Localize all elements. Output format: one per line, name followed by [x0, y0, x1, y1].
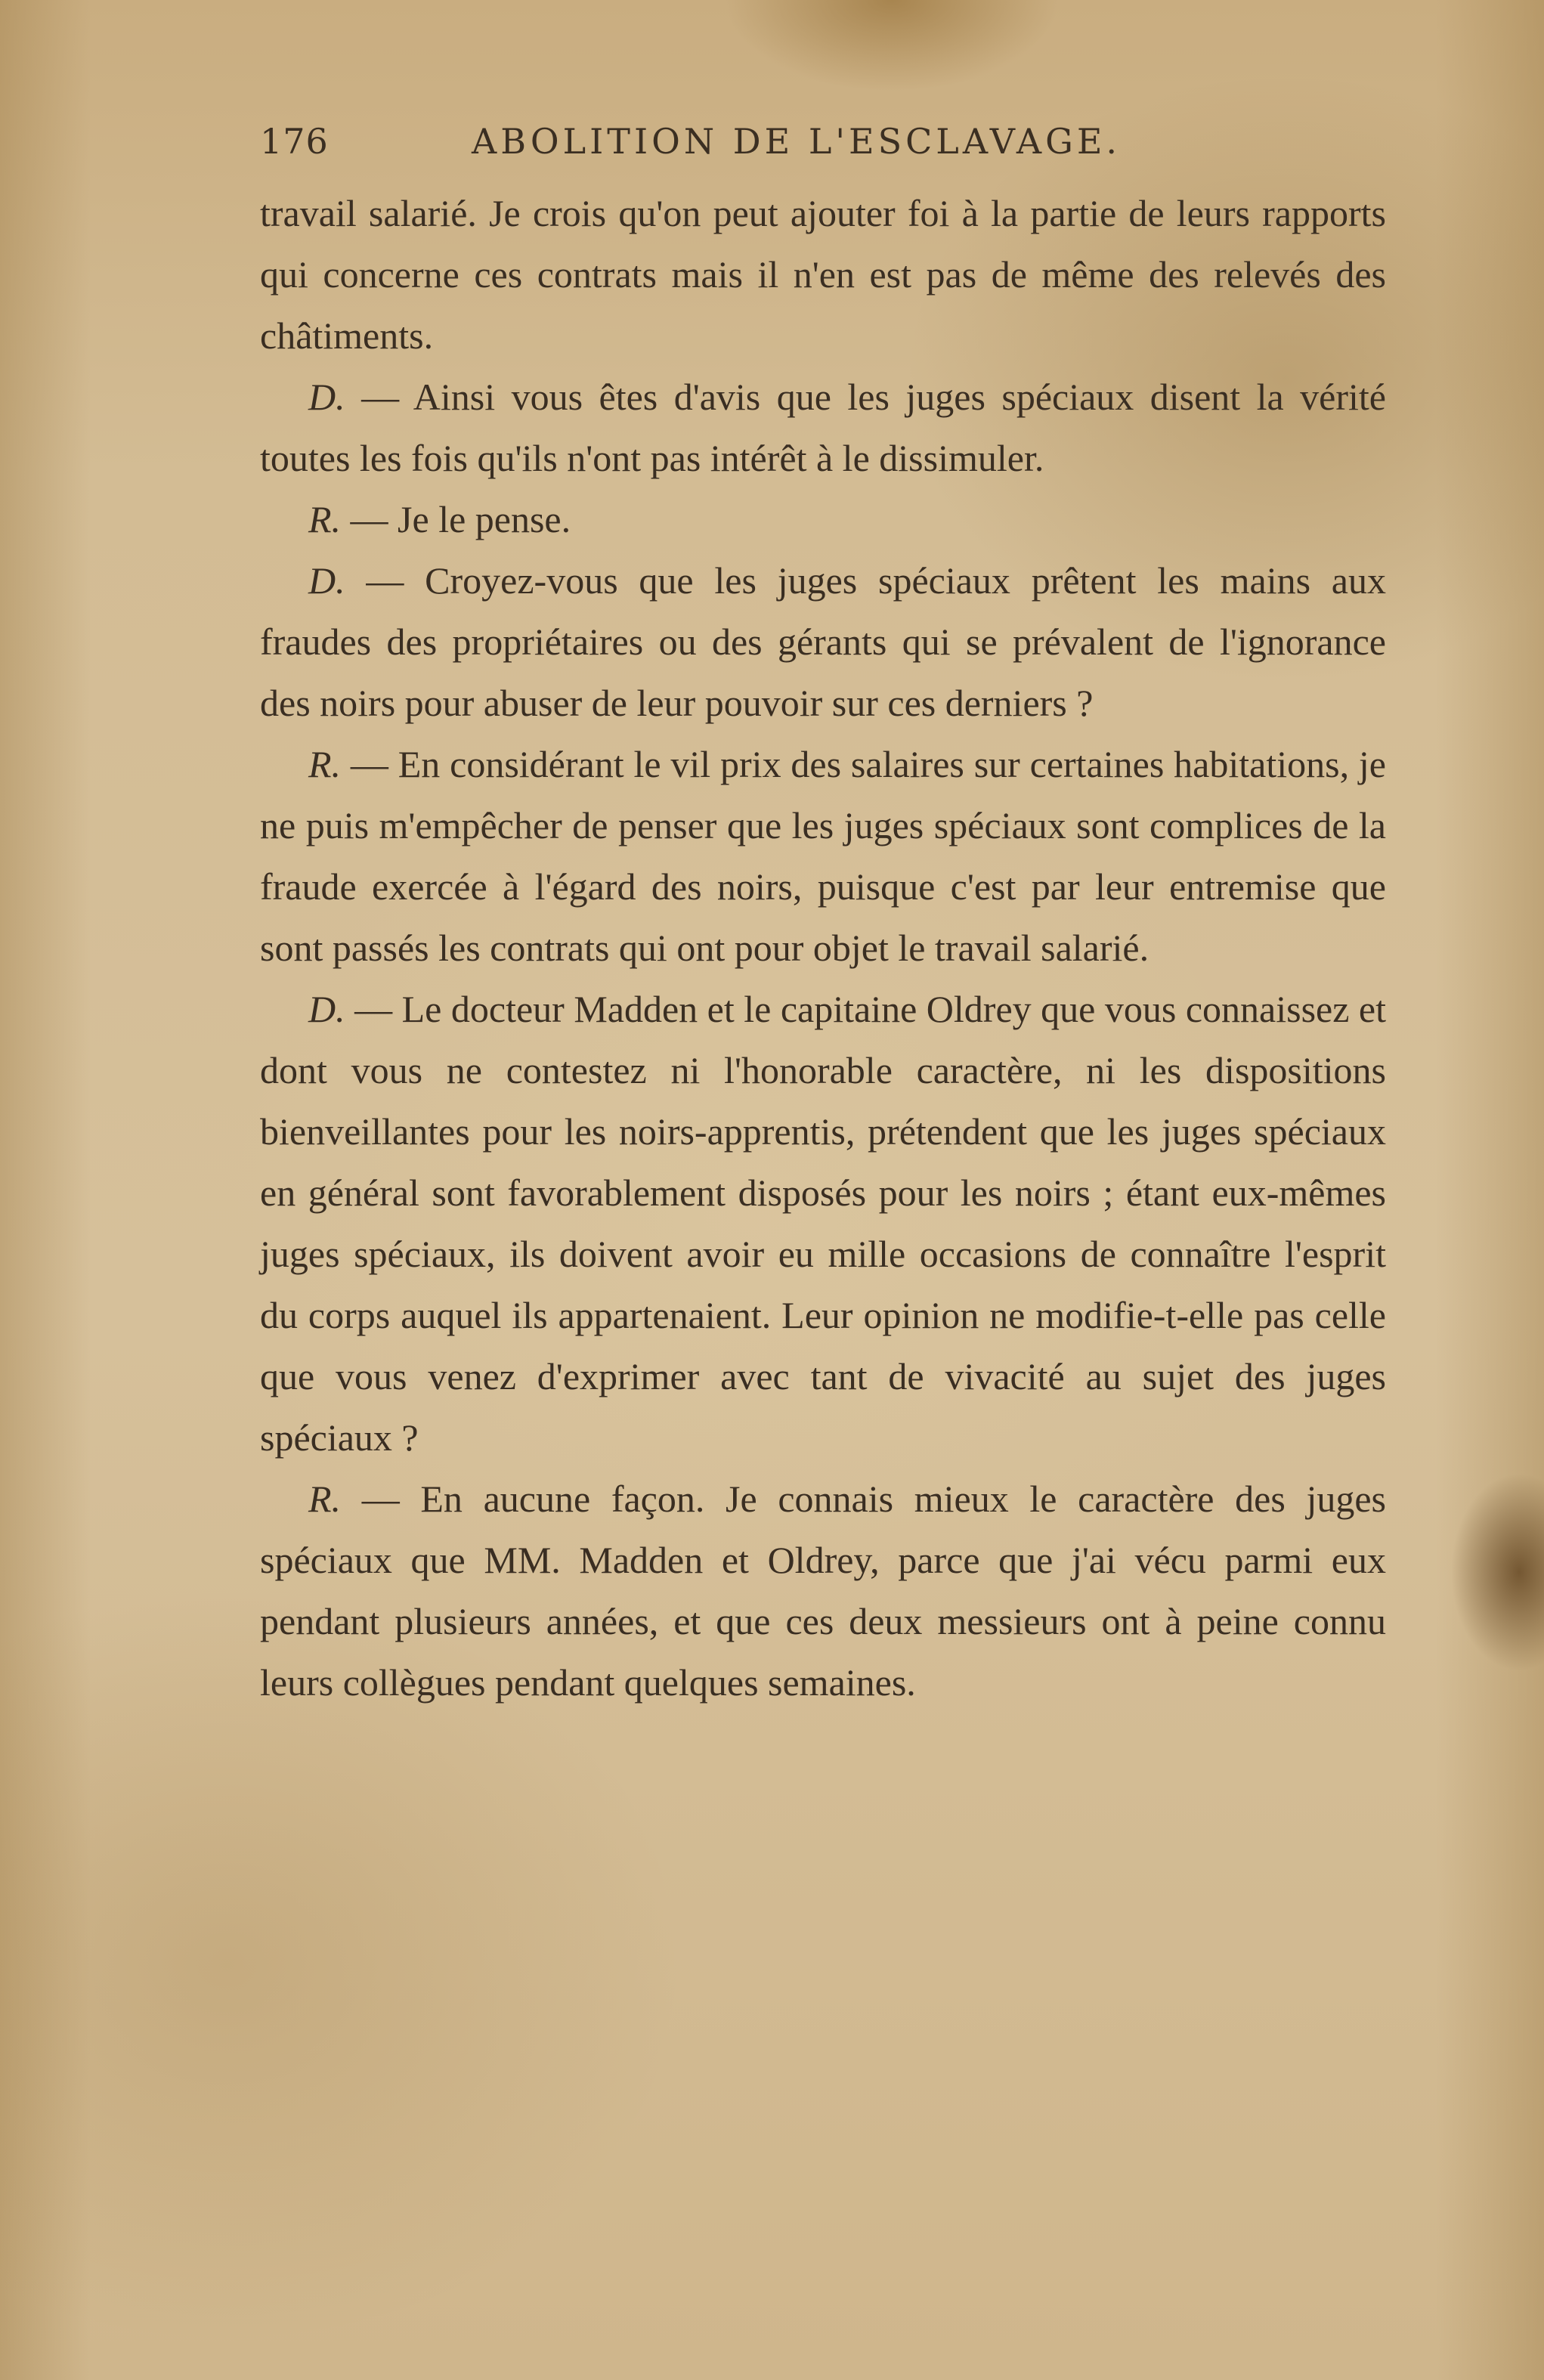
speaker-label: R. [308, 743, 342, 785]
dialogue-answer [260, 489, 1386, 550]
em-dash: — [345, 559, 425, 602]
dialogue-answer [260, 734, 1386, 979]
em-dash: — [345, 376, 413, 418]
speaker-label: D. [308, 376, 345, 418]
paragraph-text: Ainsi vous êtes d'avis que les juges spéciaux disent la vérité toutes les fois qu'ils n'ont pas intérêt à le dissimuler. [260, 376, 1386, 479]
running-title: ABOLITION DE L'ESCLAVAGE. [472, 121, 1122, 162]
running-head [260, 121, 1378, 166]
em-dash: — [341, 498, 398, 540]
dialogue-question [260, 367, 1386, 489]
speaker-label: R. [308, 498, 342, 540]
speaker-label: R. [308, 1478, 342, 1520]
dialogue-answer [260, 1469, 1386, 1713]
em-dash: — [341, 743, 398, 785]
paragraph-continuation [260, 183, 1386, 367]
paragraph-text: Croyez-vous que les juges spéciaux prêtent les mains aux fraudes des propriétaires ou des gérants qui se prévalent de l'ignorance des noirs pour abuser de leur pouvoir sur ces derniers ? [260, 559, 1387, 724]
em-dash: — [341, 1478, 421, 1520]
paragraph-text: travail salarié. Je crois qu'on peut ajouter foi à la partie de leurs rapports qui concerne ces contrats mais il n'en est pas de même des relevés des châtiments. [260, 192, 1386, 357]
body-text [260, 183, 1386, 1713]
page-number: 176 [260, 121, 329, 162]
dialogue-question [260, 550, 1386, 734]
em-dash: — [345, 988, 402, 1030]
paragraph-text: En considérant le vil prix des salaires sur certaines habitations, je ne puis m'empêcher de penser que les juges spéciaux sont complices de la fraude exercée à l'égard des noirs, puisque c'est par leur entremise que sont passés les contrats qui ont pour objet le travail salarié. [260, 743, 1386, 969]
dialogue-question [260, 979, 1386, 1469]
paragraph-text: Je le pense. [398, 498, 571, 540]
speaker-label: D. [308, 988, 345, 1030]
paragraph-text: En aucune façon. Je connais mieux le caractère des juges spéciaux que MM. Madden et Oldrey, parce que j'ai vécu parmi eux pendant plusieurs années, et que ces deux messieurs ont à peine connu leurs collègues pendant quelques semaines. [260, 1478, 1387, 1704]
paragraph-text: Le docteur Madden et le capitaine Oldrey que vous connaissez et dont vous ne contestez ni l'honorable caractère, ni les dispositions bienveillantes pour les noirs-apprentis, prétendent que les juges spéciaux en général sont favorablement disposés pour les noirs ; étant eux-mêmes juges spéciaux, ils doivent avoir eu mille occasions de connaître l'esprit du corps auquel ils appartenaient. Leur opinion ne modifie-t-elle pas celle que vous venez d'exprimer avec tant de vivacité au sujet des juges spéciaux ? [260, 988, 1387, 1459]
speaker-label: D. [308, 559, 345, 602]
